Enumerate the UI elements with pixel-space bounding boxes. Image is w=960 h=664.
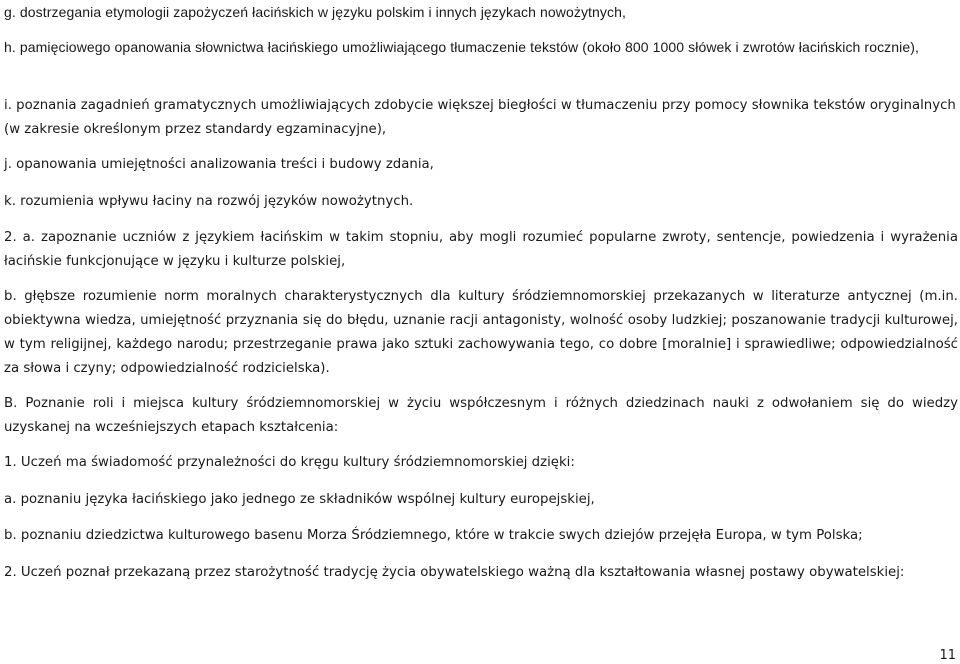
paragraph-2a: 2. a. zapoznanie uczniów z językiem łacińskim w takim stopniu, aby mogli rozumieć popularne zwroty, sentencje, powiedzenia i wyrażenia łacińskie funkcjonujące w języku i kulturze polskiej, <box>4 230 958 269</box>
paragraph-b2: 2. Uczeń poznał przekazaną przez starożytność tradycję życia obywatelskiego ważną dla kształtowania własnej postawy obywatelskiej: <box>4 565 905 580</box>
paragraph-j: j. opanowania umiejętności analizowania treści i budowy zdania, <box>4 157 434 172</box>
paragraph-b1-a: a. poznaniu języka łacińskiego jako jednego ze składników wspólnej kultury europejskiej, <box>4 492 595 507</box>
paragraph-section-b: B. Poznanie roli i miejsca kultury śródziemnomorskiej w życiu współczesnym i różnych dziedzinach nauki z odwołaniem się do wiedzy uzyskanej na wcześniejszych etapach kształcenia: <box>4 396 958 435</box>
paragraph-k: k. rozumienia wpływu łaciny na rozwój języków nowożytnych. <box>4 194 414 209</box>
paragraph-b1: 1. Uczeń ma świadomość przynależności do kręgu kultury śródziemnomorskiej dzięki: <box>4 455 575 470</box>
page-number: 11 <box>939 648 956 663</box>
paragraph-b1-b: b. poznaniu dziedzictwa kulturowego basenu Morza Śródziemnego, które w trakcie swych dziejów przejęła Europa, w tym Polska; <box>4 528 863 543</box>
paragraph-g: g. dostrzegania etymologii zapożyczeń łacińskich w języku polskim i innych językach nowożytnych, <box>4 4 626 20</box>
paragraph-2b: b. głębsze rozumienie norm moralnych charakterystycznych dla kultury śródziemnomorskiej przekazanych w literaturze antycznej (m.in. obiektywna wiedza, umiejętność przyznania się do błędu, uznanie racji antagonisty, wolność osoby ludzkiej; poszanowanie tradycji kulturowej, w tym religijnej, każdego narodu; przestrzeganie prawa jako sztuki zachowywania tego, co dobre [moralnie] i sprawiedliwe; odpowiedzialność za słowa i czyny; odpowiedzialność rodzicielska). <box>4 289 958 376</box>
paragraph-i: i. poznania zagadnień gramatycznych umożliwiających zdobycie większej biegłości w tłumaczeniu przy pomocy słownika tekstów oryginalnych (w zakresie określonym przez standardy egzaminacyjne), <box>4 98 956 137</box>
paragraph-h: h. pamięciowego opanowania słownictwa łacińskiego umożliwiającego tłumaczenie tekstów (około 800 1000 słówek i zwrotów łacińskich rocznie), <box>4 39 920 55</box>
